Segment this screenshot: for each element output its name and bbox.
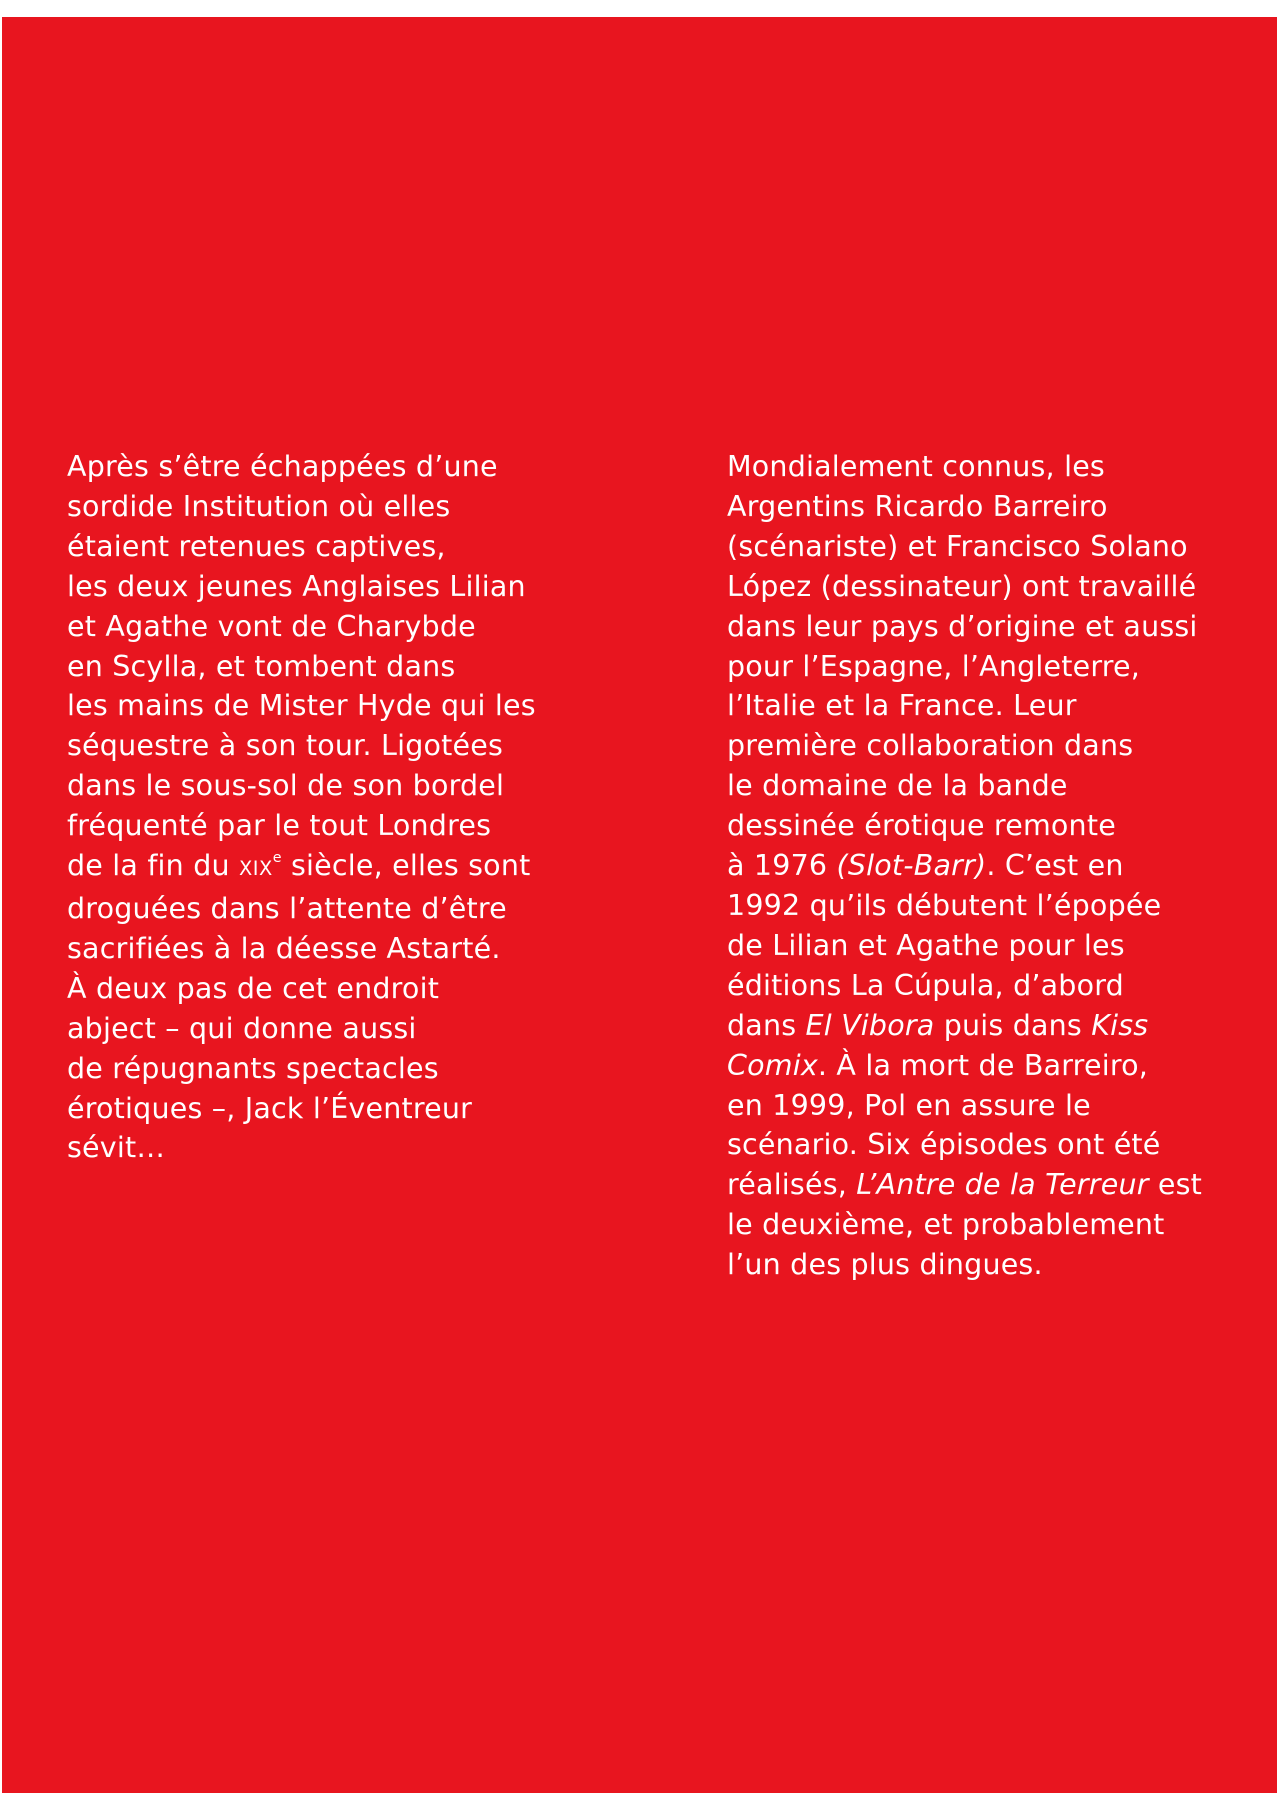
text-run: est bbox=[1148, 1168, 1203, 1202]
text-line: À deux pas de cet endroit bbox=[67, 971, 440, 1005]
back-cover-page bbox=[2, 17, 1277, 1793]
italic-title: L’Antre de la Terreur bbox=[856, 1168, 1149, 1202]
text-run: siècle, elles sont bbox=[281, 849, 531, 883]
text-run: dans bbox=[727, 1008, 806, 1042]
text-line: fréquenté par le tout Londres bbox=[67, 809, 492, 843]
text-line: l’Italie et la France. Leur bbox=[727, 689, 1077, 723]
italic-title: El Vibora bbox=[805, 1008, 935, 1042]
text-line: les mains de Mister Hyde qui les bbox=[67, 689, 536, 723]
text-line bbox=[67, 846, 587, 889]
text-line: étaient retenues captives, bbox=[67, 529, 446, 563]
text-line: et Agathe vont de Charybde bbox=[67, 609, 476, 643]
text-line bbox=[727, 846, 1247, 886]
text-line: sacrifiées à la déesse Astarté. bbox=[67, 931, 501, 965]
authors-column bbox=[727, 447, 1247, 1285]
text-line: éditions La Cúpula, d’abord bbox=[727, 968, 1124, 1002]
text-run: puis dans bbox=[934, 1008, 1092, 1042]
text-line bbox=[727, 1165, 1247, 1205]
text-line: dessinée érotique remonte bbox=[727, 809, 1116, 843]
text-run: à 1976 bbox=[727, 849, 837, 883]
text-line bbox=[727, 1046, 1247, 1086]
text-line: première collaboration dans bbox=[727, 729, 1134, 763]
text-line: Mondialement connus, les bbox=[727, 450, 1105, 483]
synopsis-column bbox=[67, 447, 587, 1168]
italic-title: Comix bbox=[727, 1048, 818, 1082]
text-line: l’un des plus dingues. bbox=[727, 1248, 1043, 1282]
text-line: érotiques –, Jack l’Éventreur bbox=[67, 1091, 473, 1125]
text-line bbox=[727, 1006, 1247, 1046]
text-line: de Lilian et Agathe pour les bbox=[727, 928, 1125, 962]
text-line: le deuxième, et probablement bbox=[727, 1208, 1165, 1242]
text-line: sévit… bbox=[67, 1131, 166, 1165]
italic-title: (Slot-Barr) bbox=[836, 849, 987, 883]
text-line: le domaine de la bande bbox=[727, 769, 1068, 803]
text-line: séquestre à son tour. Ligotées bbox=[67, 729, 504, 763]
text-line: les deux jeunes Anglaises Lilian bbox=[67, 569, 526, 603]
text-run: de la fin du bbox=[67, 849, 240, 883]
text-line: pour l’Espagne, l’Angleterre, bbox=[727, 649, 1141, 683]
roman-numeral: XIX bbox=[239, 857, 273, 881]
text-line: Argentins Ricardo Barreiro bbox=[727, 489, 1108, 523]
text-line: sordide Institution où elles bbox=[67, 489, 451, 523]
text-run: . C’est en bbox=[986, 849, 1124, 883]
text-run: . À la mort de Barreiro, bbox=[817, 1048, 1149, 1082]
text-line: en Scylla, et tombent dans bbox=[67, 649, 456, 683]
text-line: en 1999, Pol en assure le bbox=[727, 1088, 1091, 1122]
text-line: de répugnants spectacles bbox=[67, 1051, 439, 1085]
text-line: Après s’être échappées d’une bbox=[67, 450, 498, 483]
text-line: dans le sous-sol de son bordel bbox=[67, 769, 505, 803]
italic-title: Kiss bbox=[1091, 1008, 1149, 1042]
text-line: abject – qui donne aussi bbox=[67, 1011, 417, 1045]
text-run: réalisés, bbox=[727, 1168, 857, 1202]
text-line: droguées dans l’attente d’être bbox=[67, 891, 507, 925]
text-line: dans leur pays d’origine et aussi bbox=[727, 609, 1198, 643]
superscript: e bbox=[272, 850, 282, 867]
text-line: scénario. Six épisodes ont été bbox=[727, 1128, 1161, 1162]
text-line: 1992 qu’ils débutent l’épopée bbox=[727, 888, 1162, 922]
text-line: López (dessinateur) ont travaillé bbox=[727, 569, 1197, 603]
text-line: (scénariste) et Francisco Solano bbox=[727, 529, 1188, 563]
